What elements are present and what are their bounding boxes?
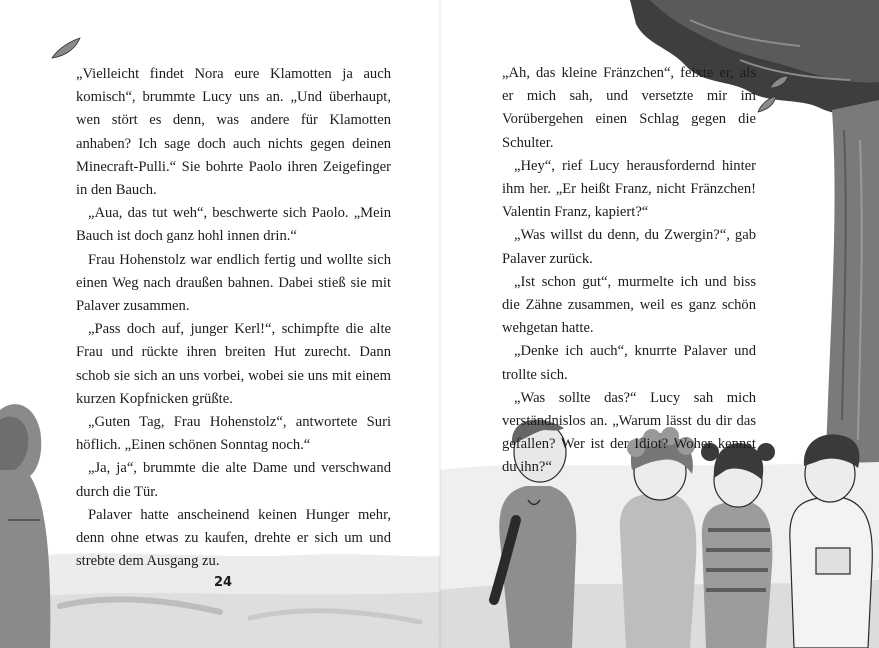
paragraph: „Was willst du denn, du Zwergin?“, gab Palaver zurück. (502, 227, 756, 267)
paragraph: „Pass doch auf, junger Kerl!“, schimpfte die alte Frau und rückte ihren breiten Hut zurecht. Dann schob sie sich an uns vorbei, wobei sie uns mit einem kurzen Kopfnicken grüßte. (76, 321, 391, 407)
paragraph: „Ah, das kleine Fränzchen“, feixte er, als er mich sah, und versetzte mir im Vorübergehen einen Schlag gegen die Schulter. (502, 65, 756, 151)
right-page (440, 0, 879, 648)
paragraph: Frau Hohenstolz war endlich fertig und wollte sich einen Weg nach draußen bahnen. Dabei stieß sie mit Palaver zusammen. (76, 251, 391, 315)
left-page-text (76, 63, 391, 573)
paragraph: „Aua, das tut weh“, beschwerte sich Paolo. „Mein Bauch ist doch ganz hohl innen drin.“ (76, 205, 391, 245)
paragraph: „Was sollte das?“ Lucy sah mich verständnislos an. „Warum lässt du dir das gefallen? Wer ist der Idiot? Woher kennst du ihn?“ (502, 389, 756, 476)
paragraph: „Guten Tag, Frau Hohenstolz“, antwortete Suri höflich. „Einen schönen Sonntag noch.“ (76, 414, 391, 454)
paragraph: „Ja, ja“, brummte die alte Dame und verschwand durch die Tür. (76, 460, 391, 500)
page-number: 24 (214, 575, 233, 590)
paragraph: Palaver hatte anscheinend keinen Hunger mehr, denn ohne etwas zu kaufen, drehte er sich um und strebte dem Ausgang zu. (76, 506, 391, 570)
book-gutter (438, 0, 442, 648)
paragraph: „Vielleicht findet Nora eure Klamotten ja auch komisch“, brummte Lucy uns an. „Und überhaupt, wen stört es denn, was andere für Klamotten anhaben? Ich sage doch auch nichts gegen deinen Minecraft-Pulli.“ Sie bohrte Paolo ihren Zeigefinger in den Bauch. (76, 66, 391, 199)
paragraph: „Ist schon gut“, murmelte ich und biss die Zähne zusammen, weil es ganz schön wehgetan hatte. (502, 273, 756, 337)
paragraph: „Denke ich auch“, knurrte Palaver und trollte sich. (502, 343, 756, 383)
paragraph: „Hey“, rief Lucy herausfordernd hinter ihm her. „Er heißt Franz, nicht Fränzchen! Valentin Franz, kapiert?“ (502, 157, 756, 221)
right-page-text (502, 62, 756, 480)
